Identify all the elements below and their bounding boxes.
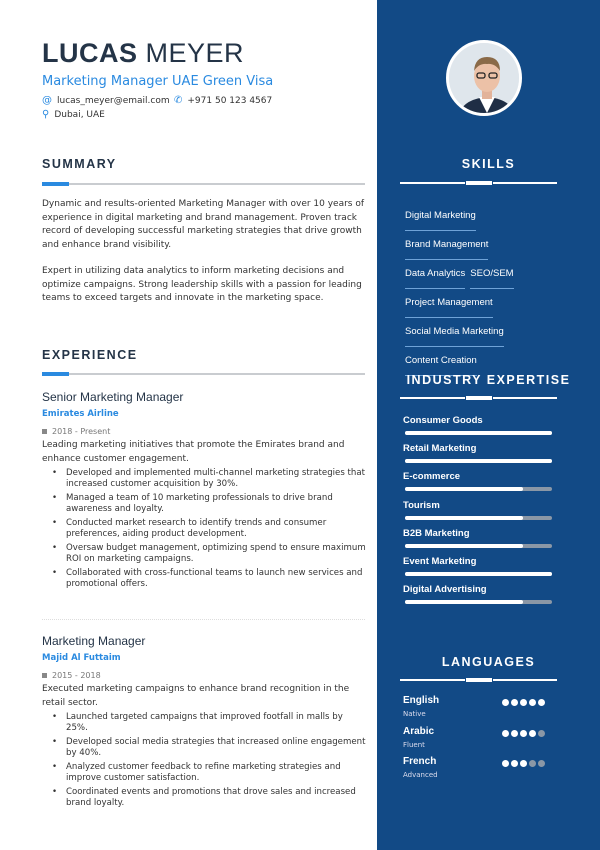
at-icon: @ [42,95,52,106]
job-title: Marketing Manager [42,634,146,648]
language-level: Advanced [403,771,438,779]
dates-text: 2018 - Present [52,427,111,436]
rating-dot [520,699,527,706]
rating-dot [511,699,518,706]
phone-text: +971 50 123 4567 [187,95,273,106]
job-bullets [42,468,367,590]
divider [42,373,365,375]
industry-level-fill [405,487,523,491]
bullet: • Analyzed customer feedback to refine marketing strategies and improve customer satisfaction. [42,762,367,784]
map-pin-icon: ⚲ [42,109,50,120]
skill-tag: Social Media Marketing [405,321,504,347]
language-rating [502,699,545,706]
industry-label: Consumer Goods [403,415,483,426]
language-name: French [403,756,437,767]
industry-level-bar [405,459,552,463]
rating-dot [529,730,536,737]
divider [42,183,365,185]
rating-dot [511,760,518,767]
rating-dot [520,760,527,767]
bullet: • Conducted market research to identify trends and consumer preferences, aiding product development. [42,518,367,540]
bullet: • Collaborated with cross-functional teams to launch new services and promotional offers. [42,568,367,590]
rating-dot [538,760,545,767]
summary-text [42,198,367,306]
summary-heading: SUMMARY [42,157,117,171]
divider [42,619,365,620]
industry-label: B2B Marketing [403,527,470,539]
bullet: • Oversaw budget management, optimizing spend to ensure maximum ROI on marketing campaigns. [42,543,367,565]
industry-label: Tourism [403,499,440,511]
job-title: Marketing Manager UAE Green Visa [42,74,274,89]
rating-dot [502,760,509,767]
industry-label: Event Marketing [403,556,477,567]
email [42,95,170,106]
avatar [446,40,522,116]
language-name: English [403,695,440,706]
industry-label: Retail Marketing [403,443,477,455]
rating-dot [502,730,509,737]
rating-dot [529,760,536,767]
bullet: • Coordinated events and promotions that drove sales and increased brand loyalty. [42,787,367,809]
industry-heading: INDUSTRY EXPERTISE [406,373,571,387]
divider [400,397,557,399]
industry-level-bar [405,572,552,576]
languages-heading: LANGUAGES [441,655,536,669]
skill-tag: Digital Marketing [405,205,476,231]
job-summary: Leading marketing initiatives that promote the Emirates brand and enhance customer engagement. [42,440,345,464]
industry-level-bar [405,516,552,520]
email-text: lucas_meyer@email.com [57,95,170,106]
rating-dot [538,699,545,706]
industry-level-bar [405,600,552,604]
job-entry [42,390,367,593]
language-level: Native [403,710,426,718]
industry-label: E-commerce [403,471,461,483]
industry-level-fill [405,516,523,520]
location [42,109,105,120]
job-dates [42,427,367,436]
divider [400,679,557,681]
language-rating [502,760,545,767]
rating-dot [520,730,527,737]
industry-level-fill [405,459,552,463]
bullet: • Developed and implemented multi-channel marketing strategies that increased customer acquisition by 30%. [42,468,367,490]
last-name: MEYER [145,38,245,68]
language-level: Fluent [403,740,425,749]
industry-level-fill [405,600,523,604]
skill-tag: SEO/SEM [470,263,513,289]
location-text: Dubai, UAE [54,109,105,120]
skill-tag: Content Creation [405,350,477,376]
job-entry [42,634,367,812]
bullet: • Launched targeted campaigns that improved footfall in malls by 25%. [42,712,367,734]
skill-tag: Project Management [405,292,493,318]
summary-paragraph: Expert in utilizing data analytics to inform marketing decisions and optimize campaigns. Strong leadership skills with a passion for leading teams to exceed targets and innovate in the marketing space. [42,266,362,303]
rating-dot [529,699,536,706]
experience-heading: EXPERIENCE [42,348,138,362]
summary-paragraph: Dynamic and results-oriented Marketing Manager with over 10 years of experience in digital marketing and brand management. Proven track record of developing successful marketing strategies that drive growth and enhance brand visibility. [42,199,365,250]
industry-level-bar [405,487,552,491]
bullet: • Developed social media strategies that increased online engagement by 40%. [42,737,367,759]
skills-heading: SKILLS [461,157,516,171]
job-summary: Executed marketing campaigns to enhance brand recognition in the retail sector. [42,684,350,708]
phone-icon: ✆ [174,95,183,106]
rating-dot [538,730,545,737]
calendar-icon [42,429,47,434]
industry-level-fill [405,572,552,576]
rating-dot [502,699,509,706]
rating-dot [511,730,518,737]
language-name: Arabic [403,725,435,737]
first-name: LUCAS [42,38,138,68]
bullet: • Managed a team of 10 marketing professionals to drive brand awareness and loyalty. [42,493,367,515]
dates-text: 2015 - 2018 [52,671,101,680]
skill-tag: Brand Management [405,234,488,260]
job-dates [42,671,367,680]
phone [174,95,272,106]
job-bullets [42,712,367,809]
skills-list [405,202,565,376]
industry-level-bar [405,431,552,435]
company: Emirates Airline [42,409,119,419]
industry-label: Digital Advertising [403,584,487,596]
skill-tag: Data Analytics [405,263,465,289]
divider [400,182,557,184]
calendar-icon [42,673,47,678]
industry-level-fill [405,544,523,548]
industry-level-bar [405,544,552,548]
language-rating [502,730,545,737]
full-name [42,38,244,69]
industry-level-fill [405,431,552,435]
job-title: Senior Marketing Manager [42,390,184,404]
company: Majid Al Futtaim [42,653,121,663]
